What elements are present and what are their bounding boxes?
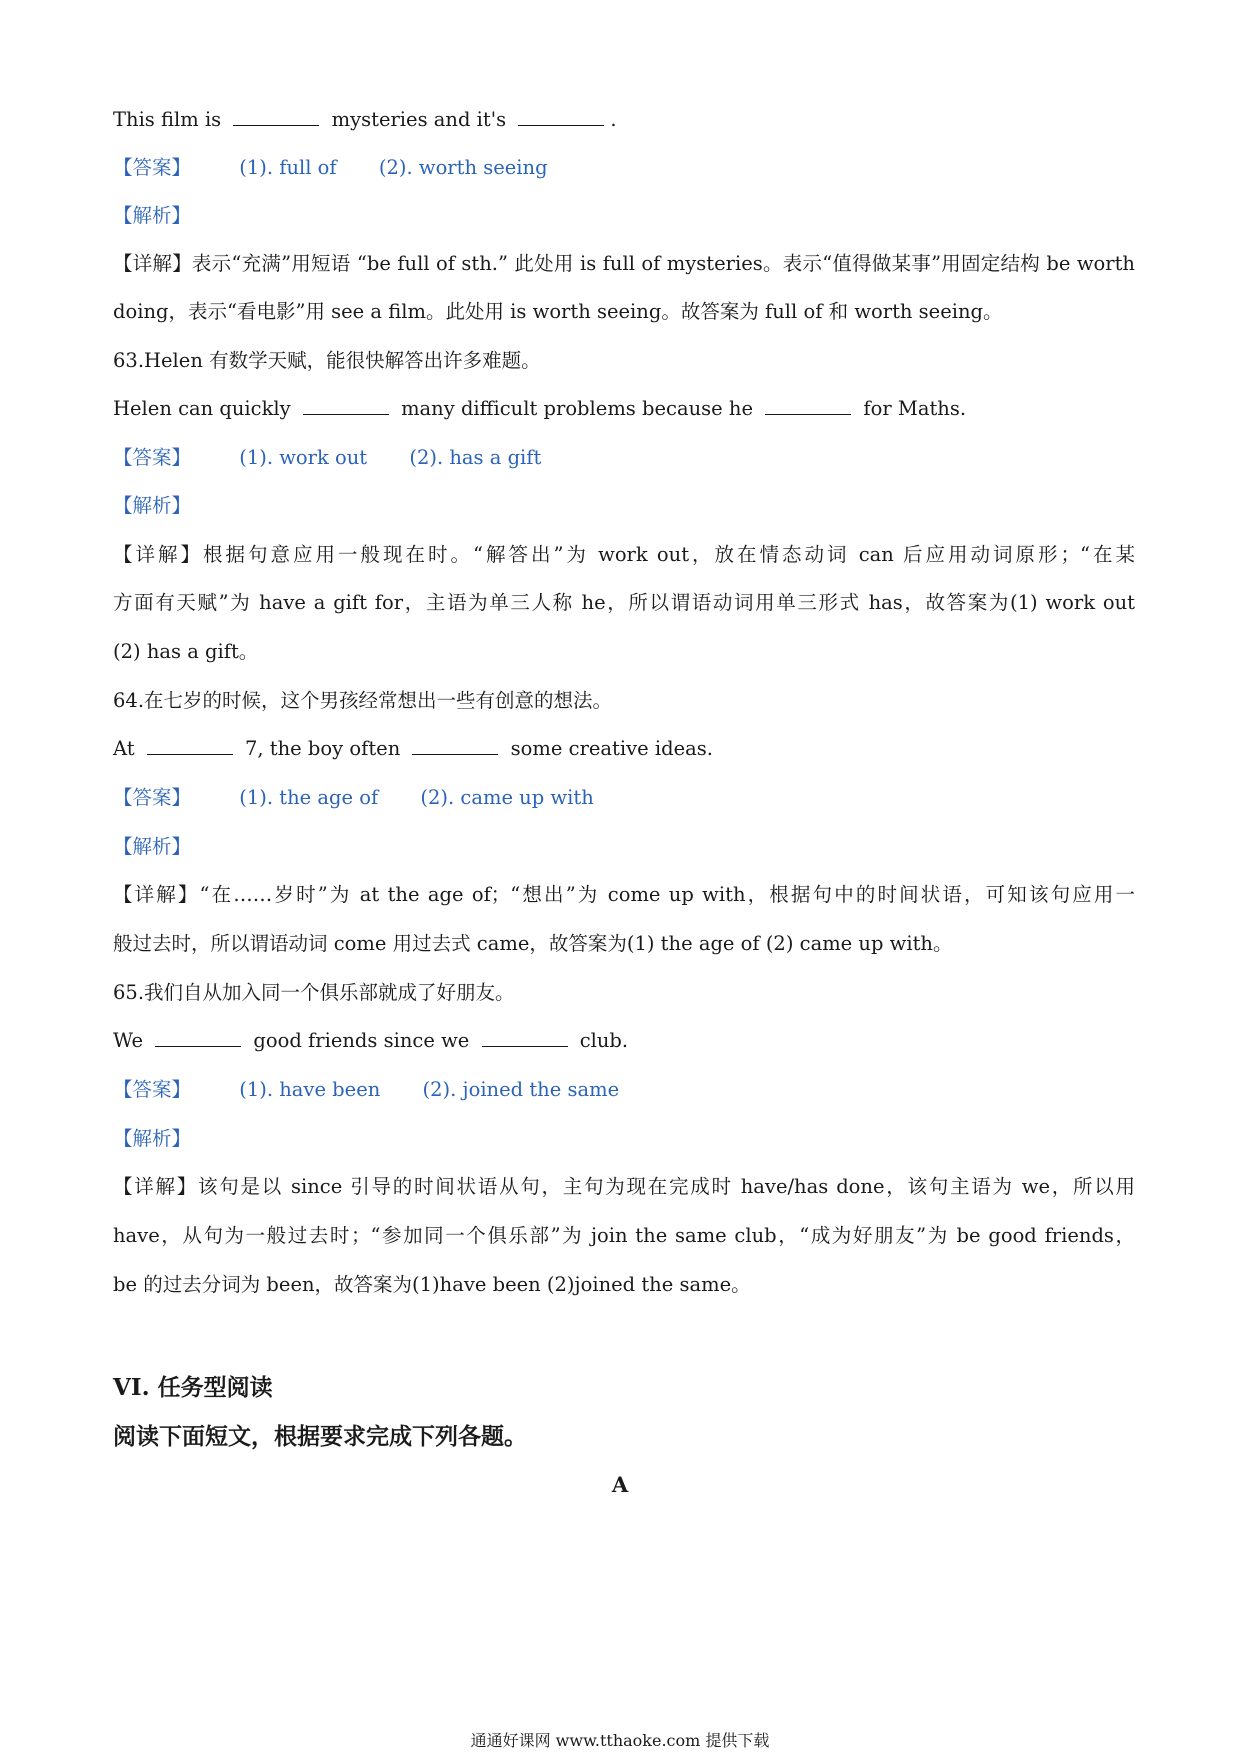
- q63-answer-2: (2). has a gift: [409, 446, 542, 469]
- q65-blank-1: [155, 1028, 241, 1047]
- q63-detail-line-3: (2) has a gift。: [113, 640, 259, 663]
- q63-detail-line-2: 方面有天赋”为 have a gift for，主语为单三人称 he，所以谓语动词用单三形式 has，故答案为(1) work out: [113, 591, 1135, 614]
- q63-sentence-part2: many difficult problems because he: [401, 397, 753, 420]
- q63-answer-tag: 【答案】: [113, 446, 192, 469]
- q64-detail-line-1: 【详解】“在……岁时”为 at the age of；“想出”为 come up with，根据句中的时间状语，可知该句应用一: [113, 883, 1135, 906]
- q65-answer-tag: 【答案】: [113, 1078, 192, 1101]
- q65-answer: [113, 1075, 1135, 1105]
- q63-blank-2: [765, 396, 851, 415]
- q64-sentence-part2: 7, the boy often: [244, 737, 401, 760]
- q65-sentence-part2: good friends since we: [253, 1029, 470, 1052]
- q63-sentence-part1: Helen can quickly: [113, 397, 291, 420]
- q65-sentence-part3: club.: [579, 1029, 629, 1052]
- q65-answer-2: (2). joined the same: [422, 1078, 620, 1101]
- q62-sentence-part2: mysteries and it's: [331, 108, 507, 131]
- q65-detail-line-1: 【详解】该句是以 since 引导的时间状语从句，主句为现在完成时 have/has done，该句主语为 we，所以用: [113, 1175, 1135, 1198]
- q63-sentence-part3: for Maths.: [863, 397, 967, 420]
- section-instruction: 阅读下面短文，根据要求完成下列各题。: [113, 1423, 527, 1450]
- q62-sentence-part3: .: [610, 108, 617, 131]
- q64-answer-1: (1). the age of: [239, 786, 379, 809]
- q63-sentence: [113, 394, 1135, 424]
- section-heading: VI. 任务型阅读: [113, 1374, 273, 1401]
- q65-answer-1: (1). have been: [239, 1078, 381, 1101]
- q62-detail-line-2: doing，表示“看电影”用 see a film。此处用 is worth seeing。故答案为 full of 和 worth seeing。: [113, 300, 1003, 323]
- q62-answer-1: (1). full of: [239, 156, 337, 179]
- q62-answer-tag: 【答案】: [113, 156, 192, 179]
- q65-analysis-tag: 【解析】: [113, 1127, 192, 1150]
- q64-sentence: [113, 734, 1135, 764]
- q62-analysis-tag: 【解析】: [113, 204, 192, 227]
- q65-detail-line-2: have，从句为一般过去时；“参加同一个俱乐部”为 join the same club，“成为好朋友”为 be good friends，: [113, 1224, 1135, 1247]
- q64-analysis-tag: 【解析】: [113, 835, 192, 858]
- q63-analysis-tag: 【解析】: [113, 494, 192, 517]
- q62-sentence-part1: This film is: [113, 108, 222, 131]
- q63-answer-1: (1). work out: [239, 446, 368, 469]
- q63-answer: [113, 443, 1135, 473]
- q63-detail-line-1: 【详解】根据句意应用一般现在时。“解答出”为 work out，放在情态动词 can 后应用动词原形；“在某: [113, 543, 1135, 566]
- q64-sentence-part1: At: [113, 737, 135, 760]
- q62-blank-2: [518, 107, 604, 126]
- q63-prompt: 63.Helen 有数学天赋，能很快解答出许多难题。: [113, 349, 541, 372]
- q62-answer: [113, 153, 1135, 183]
- q64-sentence-part3: some creative ideas.: [510, 737, 713, 760]
- page-footer: 通通好课网 www.tthaoke.com 提供下载: [470, 1731, 770, 1750]
- q65-sentence-part1: We: [113, 1029, 143, 1052]
- q64-blank-1: [147, 736, 233, 755]
- q63-blank-1: [303, 396, 389, 415]
- q64-detail-line-2: 般过去时，所以谓语动词 come 用过去式 came，故答案为(1) the age of (2) came up with。: [113, 932, 953, 955]
- q64-answer: [113, 783, 1135, 813]
- q65-blank-2: [482, 1028, 568, 1047]
- q64-answer-2: (2). came up with: [420, 786, 594, 809]
- q62-detail-line-1: 【详解】表示“充满”用短语 “be full of sth.” 此处用 is full of mysteries。表示“值得做某事”用固定结构 be worth: [113, 252, 1135, 275]
- q64-blank-2: [412, 736, 498, 755]
- q65-prompt: 65.我们自从加入同一个俱乐部就成了好朋友。: [113, 981, 515, 1004]
- q65-sentence: [113, 1026, 1135, 1056]
- q64-answer-tag: 【答案】: [113, 786, 192, 809]
- q62-answer-2: (2). worth seeing: [378, 156, 548, 179]
- q64-prompt: 64.在七岁的时候，这个男孩经常想出一些有创意的想法。: [113, 689, 613, 712]
- passage-label: A: [611, 1472, 629, 1497]
- q62-blank-1: [233, 107, 319, 126]
- q62-sentence: [113, 105, 1135, 135]
- q65-detail-line-3: be 的过去分词为 been，故答案为(1)have been (2)joined the same。: [113, 1273, 751, 1296]
